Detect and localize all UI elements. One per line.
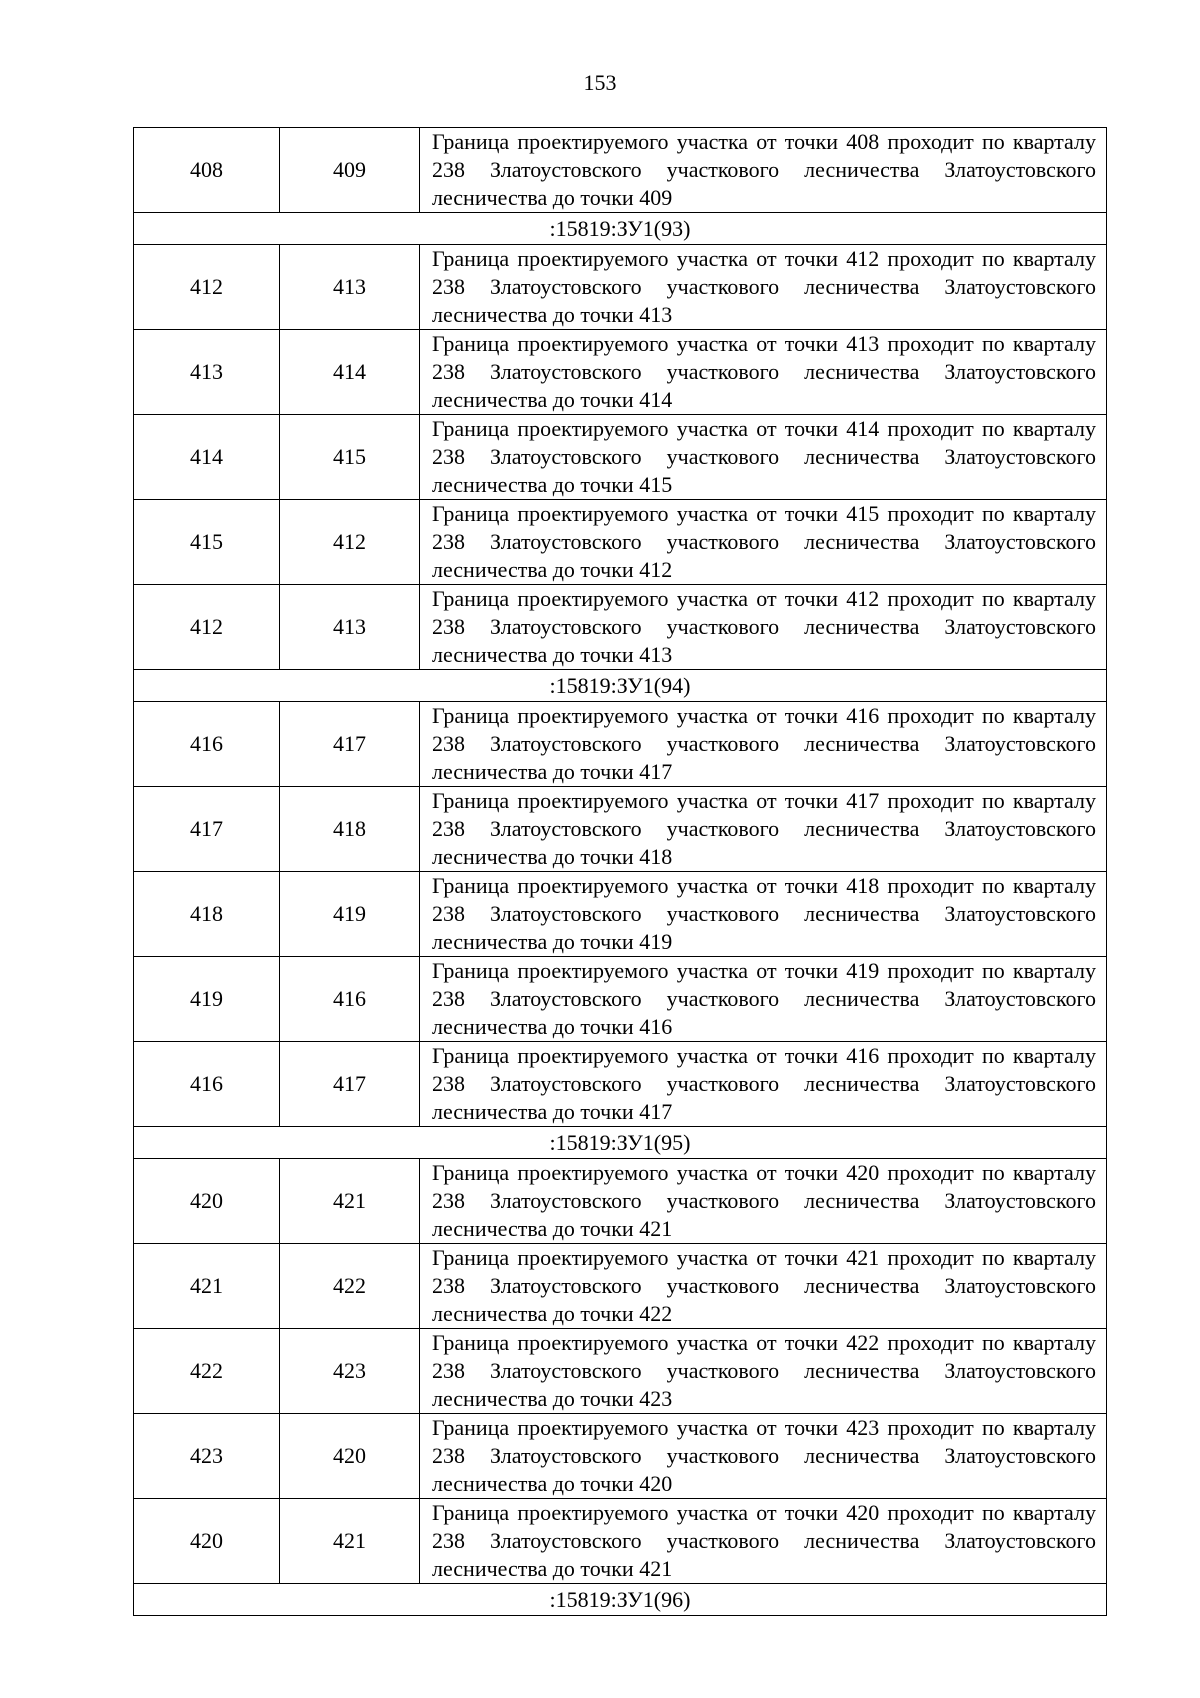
section-header-row	[134, 670, 1107, 702]
from-point-cell: 420	[134, 1499, 280, 1584]
table-row	[134, 1244, 1107, 1329]
boundary-description-cell: Граница проектируемого участка от точки 416 проходит по кварталу 238 Златоустовского участкового лесничества Златоустовского лесничества до точки 417	[420, 1042, 1107, 1127]
to-point-cell: 409	[280, 128, 420, 213]
section-header-row	[134, 1127, 1107, 1159]
section-header-row	[134, 1584, 1107, 1616]
boundary-description-cell: Граница проектируемого участка от точки 416 проходит по кварталу 238 Златоустовского участкового лесничества Златоустовского лесничества до точки 417	[420, 702, 1107, 787]
boundary-description-cell: Граница проектируемого участка от точки 417 проходит по кварталу 238 Златоустовского участкового лесничества Златоустовского лесничества до точки 418	[420, 787, 1107, 872]
table-row	[134, 330, 1107, 415]
section-label: :15819:ЗУ1(95)	[134, 1127, 1107, 1159]
section-label: :15819:ЗУ1(93)	[134, 213, 1107, 245]
section-label: :15819:ЗУ1(96)	[134, 1584, 1107, 1616]
to-point-cell: 423	[280, 1329, 420, 1414]
table-row	[134, 585, 1107, 670]
table-row	[134, 872, 1107, 957]
table-row	[134, 702, 1107, 787]
to-point-cell: 417	[280, 1042, 420, 1127]
table-row	[134, 500, 1107, 585]
page-number: 153	[583, 70, 617, 95]
from-point-cell: 422	[134, 1329, 280, 1414]
to-point-cell: 413	[280, 245, 420, 330]
table-row	[134, 128, 1107, 213]
table-row	[134, 1499, 1107, 1584]
table-row	[134, 1042, 1107, 1127]
table-row	[134, 1329, 1107, 1414]
from-point-cell: 415	[134, 500, 280, 585]
from-point-cell: 413	[134, 330, 280, 415]
to-point-cell: 418	[280, 787, 420, 872]
to-point-cell: 422	[280, 1244, 420, 1329]
boundary-description-cell: Граница проектируемого участка от точки 408 проходит по кварталу 238 Златоустовского участкового лесничества Златоустовского лесничества до точки 409	[420, 128, 1107, 213]
from-point-cell: 417	[134, 787, 280, 872]
from-point-cell: 412	[134, 585, 280, 670]
boundary-description-cell: Граница проектируемого участка от точки 413 проходит по кварталу 238 Златоустовского участкового лесничества Златоустовского лесничества до точки 414	[420, 330, 1107, 415]
boundary-description-cell: Граница проектируемого участка от точки 422 проходит по кварталу 238 Златоустовского участкового лесничества Златоустовского лесничества до точки 423	[420, 1329, 1107, 1414]
from-point-cell: 408	[134, 128, 280, 213]
table-row	[134, 245, 1107, 330]
to-point-cell: 421	[280, 1159, 420, 1244]
table-row	[134, 957, 1107, 1042]
table-row	[134, 787, 1107, 872]
from-point-cell: 414	[134, 415, 280, 500]
to-point-cell: 419	[280, 872, 420, 957]
boundary-description-cell: Граница проектируемого участка от точки 412 проходит по кварталу 238 Златоустовского участкового лесничества Златоустовского лесничества до точки 413	[420, 245, 1107, 330]
from-point-cell: 421	[134, 1244, 280, 1329]
to-point-cell: 417	[280, 702, 420, 787]
from-point-cell: 423	[134, 1414, 280, 1499]
to-point-cell: 413	[280, 585, 420, 670]
boundary-description-cell: Граница проектируемого участка от точки 421 проходит по кварталу 238 Златоустовского участкового лесничества Златоустовского лесничества до точки 422	[420, 1244, 1107, 1329]
table-body	[134, 128, 1107, 1616]
to-point-cell: 420	[280, 1414, 420, 1499]
section-header-row	[134, 213, 1107, 245]
table-row	[134, 1414, 1107, 1499]
boundary-table	[133, 127, 1107, 1616]
section-label: :15819:ЗУ1(94)	[134, 670, 1107, 702]
table-row	[134, 415, 1107, 500]
from-point-cell: 420	[134, 1159, 280, 1244]
from-point-cell: 416	[134, 702, 280, 787]
to-point-cell: 421	[280, 1499, 420, 1584]
boundary-description-cell: Граница проектируемого участка от точки 412 проходит по кварталу 238 Златоустовского участкового лесничества Златоустовского лесничества до точки 413	[420, 585, 1107, 670]
to-point-cell: 415	[280, 415, 420, 500]
boundary-description-cell: Граница проектируемого участка от точки 418 проходит по кварталу 238 Златоустовского участкового лесничества Златоустовского лесничества до точки 419	[420, 872, 1107, 957]
to-point-cell: 416	[280, 957, 420, 1042]
boundary-description-cell: Граница проектируемого участка от точки 415 проходит по кварталу 238 Златоустовского участкового лесничества Златоустовского лесничества до точки 412	[420, 500, 1107, 585]
from-point-cell: 418	[134, 872, 280, 957]
to-point-cell: 414	[280, 330, 420, 415]
table-row	[134, 1159, 1107, 1244]
boundary-description-cell: Граница проектируемого участка от точки 419 проходит по кварталу 238 Златоустовского участкового лесничества Златоустовского лесничества до точки 416	[420, 957, 1107, 1042]
to-point-cell: 412	[280, 500, 420, 585]
from-point-cell: 419	[134, 957, 280, 1042]
from-point-cell: 416	[134, 1042, 280, 1127]
boundary-description-cell: Граница проектируемого участка от точки 420 проходит по кварталу 238 Златоустовского участкового лесничества Златоустовского лесничества до точки 421	[420, 1159, 1107, 1244]
boundary-description-cell: Граница проектируемого участка от точки 420 проходит по кварталу 238 Златоустовского участкового лесничества Златоустовского лесничества до точки 421	[420, 1499, 1107, 1584]
boundary-description-cell: Граница проектируемого участка от точки 414 проходит по кварталу 238 Златоустовского участкового лесничества Златоустовского лесничества до точки 415	[420, 415, 1107, 500]
boundary-description-cell: Граница проектируемого участка от точки 423 проходит по кварталу 238 Златоустовского участкового лесничества Златоустовского лесничества до точки 420	[420, 1414, 1107, 1499]
from-point-cell: 412	[134, 245, 280, 330]
